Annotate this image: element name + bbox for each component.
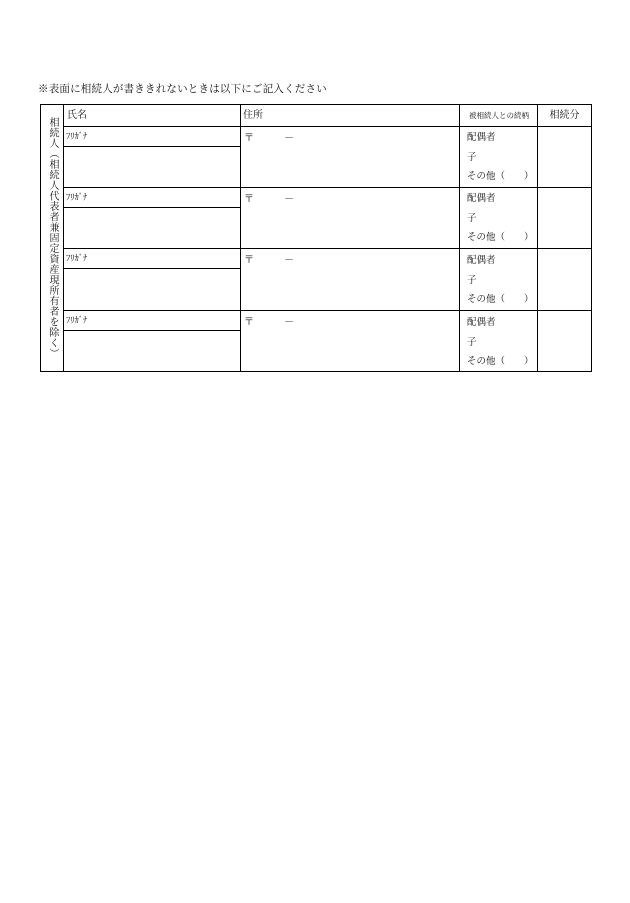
furigana-divider	[63, 207, 240, 208]
instruction-note: ※表面に相続人が書ききれないときは以下にご記入ください	[38, 83, 327, 95]
relation-child: 子	[467, 337, 477, 348]
address-column-divider	[459, 105, 460, 371]
furigana-divider	[63, 268, 240, 269]
furigana-label: ﾌﾘｶﾞﾅ	[66, 193, 88, 203]
relation-other: その他（ ）	[467, 356, 534, 367]
relation-spouse: 配偶者	[467, 193, 496, 204]
relation-column-divider	[537, 105, 538, 371]
header-relation: 被相続人との続柄	[469, 111, 529, 120]
side-column-divider	[63, 105, 64, 371]
relation-child: 子	[467, 275, 477, 286]
furigana-label: ﾌﾘｶﾞﾅ	[66, 316, 88, 326]
heirs-side-label	[41, 105, 63, 371]
relation-child: 子	[467, 152, 477, 163]
postal-mark: 〒	[244, 194, 254, 205]
postal-mark: 〒	[244, 255, 254, 266]
heirs-form-table	[40, 104, 592, 372]
postal-mark: 〒	[244, 133, 254, 144]
postal-dash: －	[284, 255, 294, 266]
relation-other: その他（ ）	[467, 294, 534, 305]
postal-mark: 〒	[244, 317, 254, 328]
row-divider	[63, 310, 591, 311]
relation-other: その他（ ）	[467, 232, 534, 243]
furigana-label: ﾌﾘｶﾞﾅ	[66, 254, 88, 264]
relation-other: その他（ ）	[467, 171, 534, 182]
row-divider	[63, 187, 591, 188]
relation-child: 子	[467, 213, 477, 224]
postal-dash: －	[284, 133, 294, 144]
header-divider	[63, 126, 591, 127]
furigana-divider	[63, 146, 240, 147]
postal-dash: －	[284, 194, 294, 205]
name-column-divider	[240, 105, 241, 371]
side-label-text: 相続人（相続人代表者兼固定資産現所有者を除く）	[47, 117, 58, 359]
header-share: 相続分	[549, 110, 580, 121]
relation-spouse: 配偶者	[467, 132, 496, 143]
furigana-label: ﾌﾘｶﾞﾅ	[66, 132, 88, 142]
header-name: 氏名	[67, 110, 87, 121]
postal-dash: －	[284, 317, 294, 328]
row-divider	[63, 248, 591, 249]
relation-spouse: 配偶者	[467, 317, 496, 328]
furigana-divider	[63, 330, 240, 331]
relation-spouse: 配偶者	[467, 255, 496, 266]
header-address: 住所	[243, 110, 263, 121]
